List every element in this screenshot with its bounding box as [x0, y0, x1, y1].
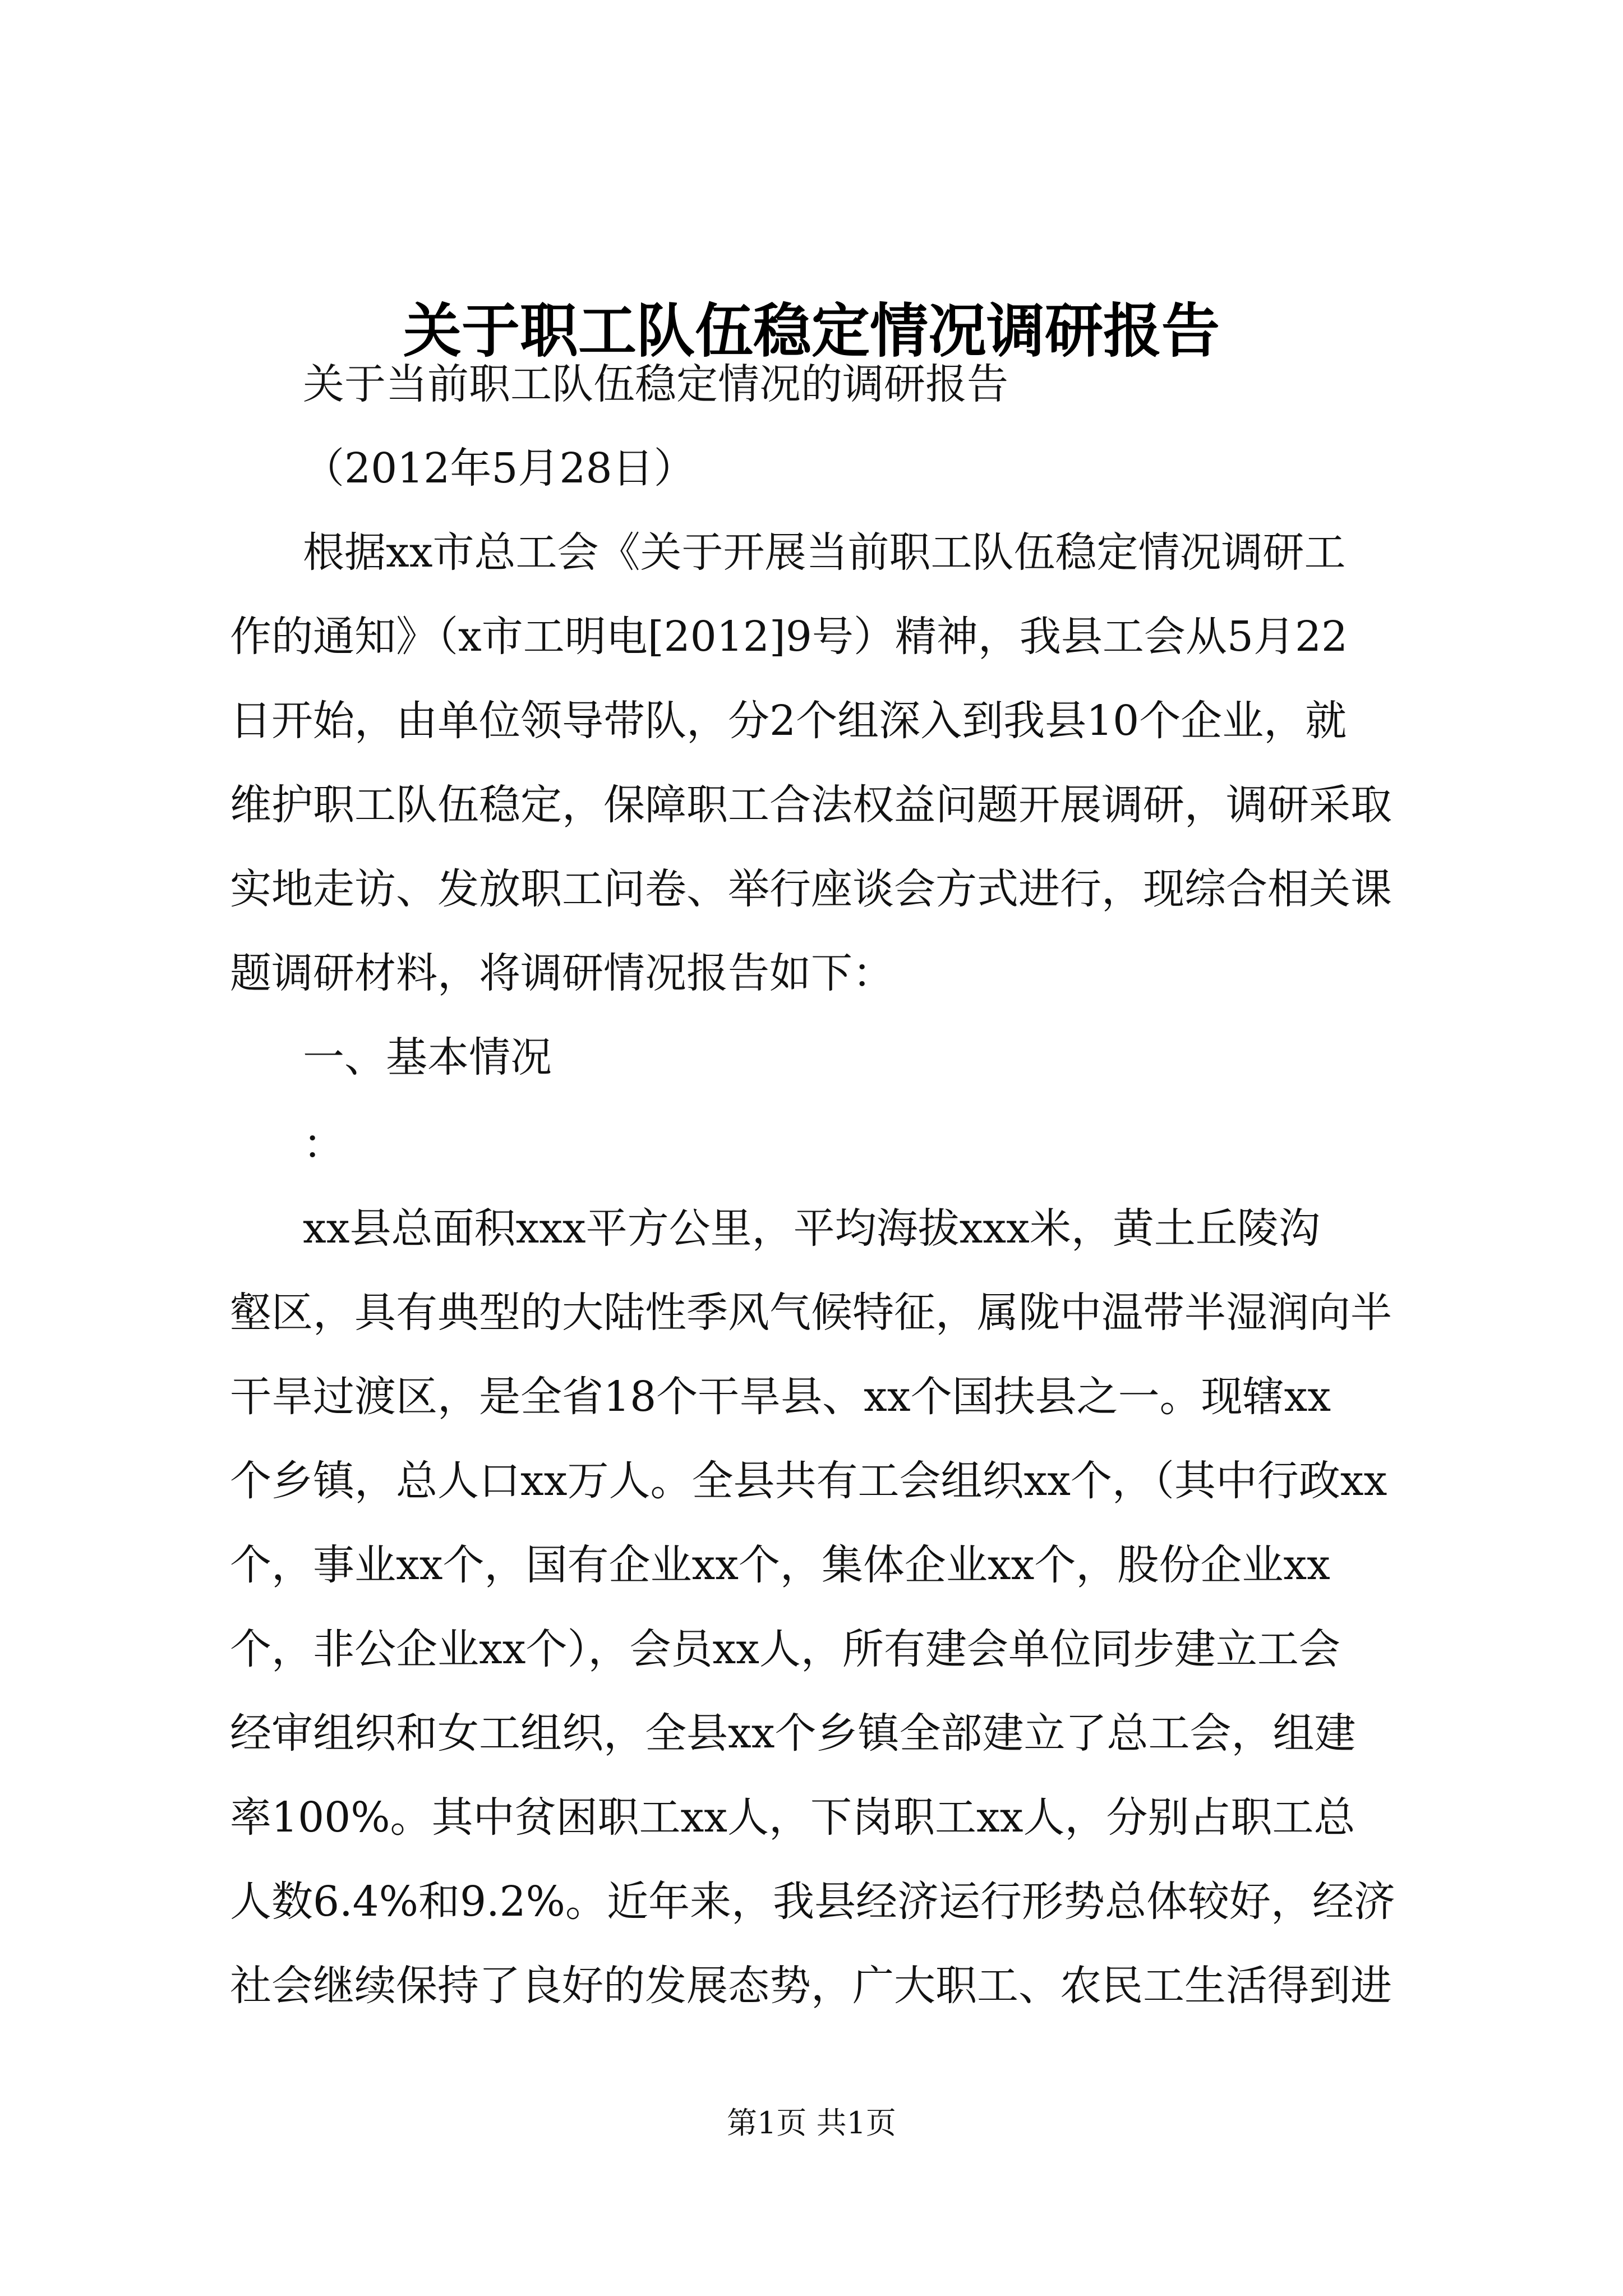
paragraph-line: 人数6.4%和9.2%。近年来，我县经济运行形势总体较好，经济	[230, 1878, 1395, 1926]
section-heading: 一、基本情况	[303, 1033, 552, 1082]
page-footer: 第1页 共1页	[727, 2105, 896, 2141]
paragraph-line: 率100%。其中贫困职工xx人，下岗职工xx人，分别占职工总	[230, 1793, 1355, 1842]
paragraph-line: 个，非公企业xx个），会员xx人，所有建会单位同步建立工会	[230, 1625, 1340, 1673]
paragraph-line: 经审组织和女工组织，全县xx个乡镇全部建立了总工会，组建	[230, 1709, 1356, 1757]
paragraph-line: 个乡镇，总人口xx万人。全县共有工会组织xx个，（其中行政xx	[230, 1457, 1387, 1505]
paragraph-line: ：	[303, 1120, 344, 1168]
paragraph-line: xx县总面积xxx平方公里，平均海拔xxx米，黄土丘陵沟	[303, 1204, 1320, 1253]
paragraph-line: 日开始，由单位领导带队，分2个组深入到我县10个企业，就	[230, 697, 1347, 745]
paragraph-line: 维护职工队伍稳定，保障职工合法权益问题开展调研，调研采取	[230, 781, 1392, 829]
paragraph-line: 实地走访、发放职工问卷、举行座谈会方式进行，现综合相关课	[230, 865, 1392, 913]
paragraph-line: 壑区，具有典型的大陆性季风气候特征，属陇中温带半湿润向半	[230, 1289, 1392, 1337]
document-title: 关于职工队伍稳定情况调研报告	[403, 296, 1220, 365]
paragraph-line: 干旱过渡区，是全省18个干旱县、xx个国扶县之一。现辖xx	[230, 1373, 1331, 1421]
paragraph-line: 个，事业xx个，国有企业xx个，集体企业xx个，股份企业xx	[230, 1541, 1330, 1589]
paragraph-line: 作的通知》（x市工明电[2012]9号）精神，我县工会从5月22	[230, 613, 1348, 661]
document-date: （2012年5月28日）	[303, 444, 695, 493]
paragraph-line: 根据xx市总工会《关于开展当前职工队伍稳定情况调研工	[303, 528, 1346, 577]
paragraph-line: 社会继续保持了良好的发展态势，广大职工、农民工生活得到进	[230, 1962, 1392, 2010]
document-subtitle: 关于当前职工队伍稳定情况的调研报告	[303, 360, 1008, 408]
paragraph-line: 题调研材料，将调研情况报告如下：	[230, 949, 894, 997]
